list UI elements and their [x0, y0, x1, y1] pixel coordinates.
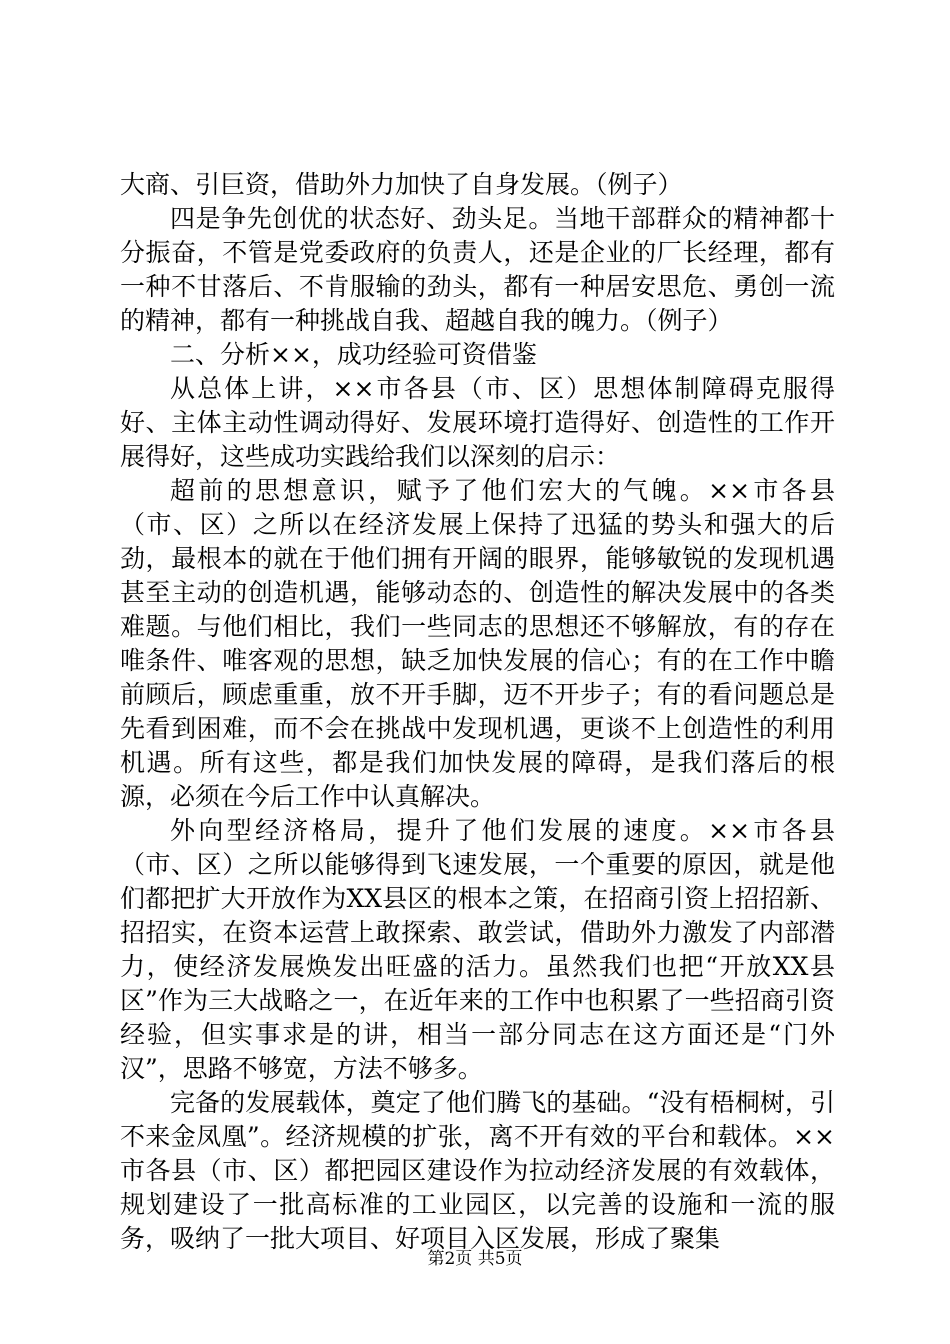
- paragraph-open-economy: 外向型经济格局，提升了他们发展的速度。××市各县（市、区）之所以能够得到飞速发展，一个重要的原因，就是他们都把扩大开放作为XX县区的根本之策，在招商引资上招招新、招招实，在资本运营上敢探索、敢尝试，借助外力激发了内部潜力，使经济发展焕发出旺盛的活力。虽然我们也把“开放XX县区”作为三大战略之一，在近年来的工作中也积累了一些招商引资经验，但实事求是的讲，相当一部分同志在这方面还是“门外汉”，思路不够宽，方法不够多。: [120, 816, 835, 1083]
- paragraph-point-four: 四是争先创优的状态好、劲头足。当地干部群众的精神都十分振奋，不管是党委政府的负责人，还是企业的厂长经理，都有一种不甘落后、不肯服输的劲头，都有一种居安思危、勇创一流的精神，都有一种挑战自我、超越自我的魄力。（例子）: [120, 204, 835, 335]
- paragraph-development-carrier: 完备的发展载体，奠定了他们腾飞的基础。“没有梧桐树，引不来金凤凰”。经济规模的扩张，离不开有效的平台和载体。××市各县（市、区）都把园区建设作为拉动经济发展的有效载体，规划建设了一批高标准的工业园区，以完善的设施和一流的服务，吸纳了一批大项目、好项目入区发展，形成了聚集: [120, 1088, 835, 1253]
- paragraph-overview: 从总体上讲，××市各县（市、区）思想体制障碍克服得好、主体主动性调动得好、发展环境打造得好、创造性的工作开展得好，这些成功实践给我们以深刻的启示：: [120, 374, 835, 471]
- page-footer: [0, 1244, 950, 1269]
- section-heading-two: 二、分析××，成功经验可资借鉴: [170, 340, 537, 369]
- page-number-label: 第2页 共5页: [427, 1249, 523, 1269]
- document-body: [120, 168, 835, 1256]
- paragraph-continuation: 大商、引巨资，借助外力加快了自身发展。（例子）: [120, 170, 683, 199]
- paragraph-thinking: 超前的思想意识，赋予了他们宏大的气魄。××市各县（市、区）之所以在经济发展上保持了迅猛的势头和强大的后劲，最根本的就在于他们拥有开阔的眼界，能够敏锐的发现机遇甚至主动的创造机遇，能够动态的、创造性的解决发展中的各类难题。与他们相比，我们一些同志的思想还不够解放，有的存在唯条件、唯客观的思想，缺乏加快发展的信心；有的在工作中瞻前顾后，顾虑重重，放不开手脚，迈不开步子；有的看问题总是先看到困难，而不会在挑战中发现机遇，更谈不上创造性的利用机遇。所有这些，都是我们加快发展的障碍，是我们落后的根源，必须在今后工作中认真解决。: [120, 476, 835, 811]
